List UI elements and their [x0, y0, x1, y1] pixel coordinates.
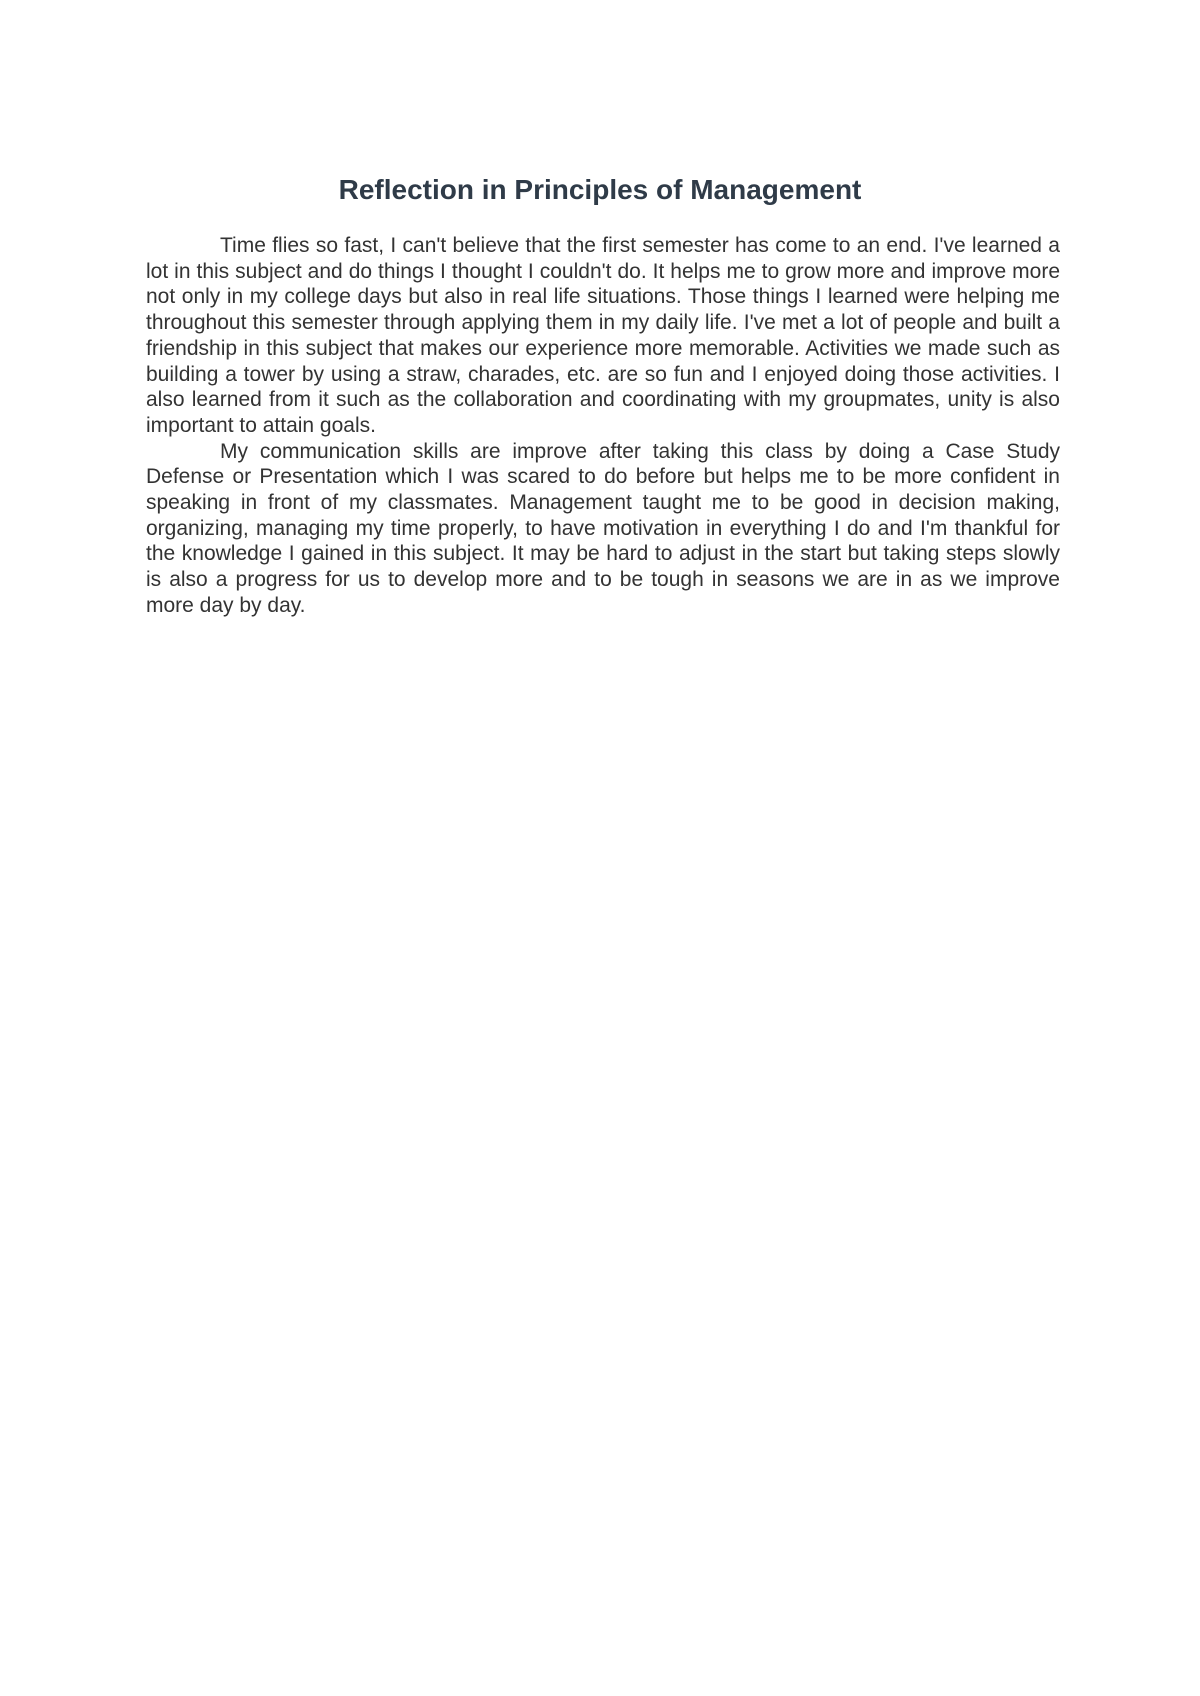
body-paragraph-2: My communication skills are improve after taking this class by doing a Case Study Defense or Presentation which I was scared to do before but helps me to be more confident in speaking in front of my classmates. Management taught me to be good in decision making, organizing, managing my time properly, to have motivation in everything I do and I'm thankful for the knowledge I gained in this subject. It may be hard to adjust in the start but taking steps slowly is also a progress for us to develop more and to be tough in seasons we are in as we improve more day by day. [146, 439, 1060, 617]
document-body [146, 233, 1060, 619]
document-title: Reflection in Principles of Management [338, 174, 862, 205]
body-paragraph-1: Time flies so fast, I can't believe that the first semester has come to an end. I've learned a lot in this subject and do things I thought I couldn't do. It helps me to grow more and improve more not only in my college days but also in real life situations. Those things I learned were helping me throughout this semester through applying them in my daily life. I've met a lot of people and built a friendship in this subject that makes our experience more memorable. Activities we made such as building a tower by using a straw, charades, etc. are so fun and I enjoyed doing those activities. I also learned from it such as the collaboration and coordinating with my groupmates, unity is also important to attain goals. [146, 234, 1060, 437]
